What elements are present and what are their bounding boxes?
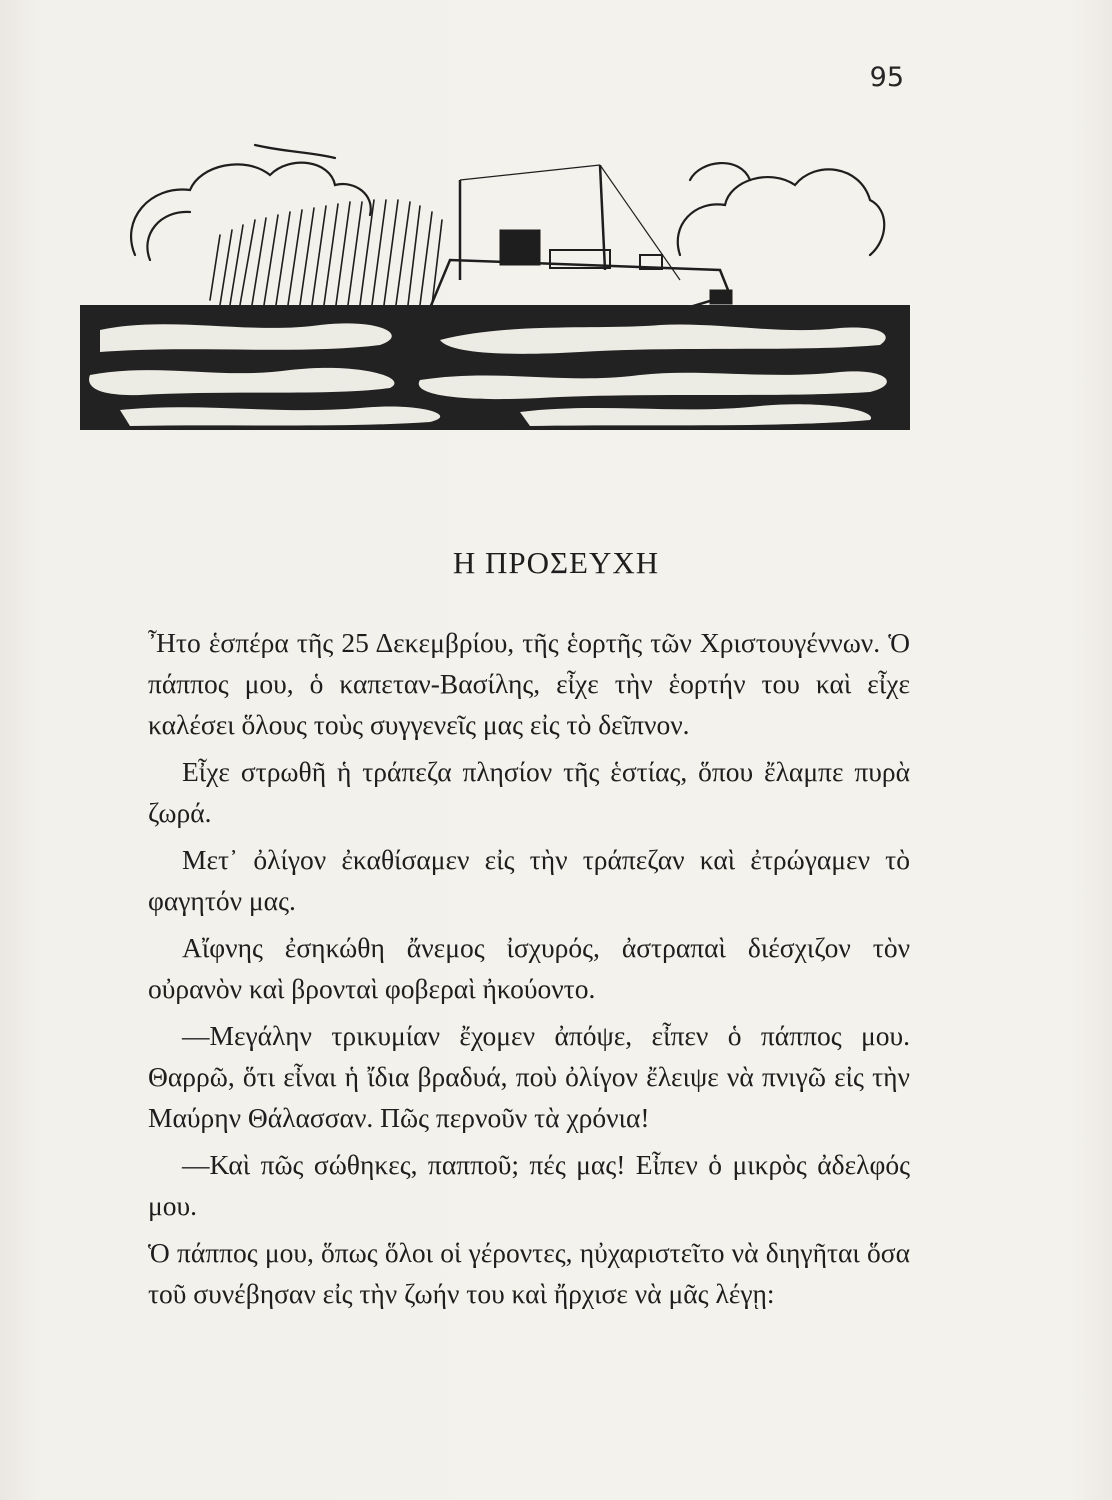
paragraph-1: Ἦτο ἑσπέρα τῆς 25 Δεκεμβρίου, τῆς ἑορτῆς τῶν Χριστουγέννων. Ὁ πάππος μου, ὁ καπεταν-Βασίλης, εἶχε τὴν ἑορτήν του καὶ εἶχε καλέσει ὅλους τοὺς συγγενεῖς μας εἰς τὸ δεῖπνον. <box>148 627 910 740</box>
chapter-title: Η ΠΡΟΣΕΥΧΗ <box>452 545 660 580</box>
cloud-top-line <box>255 145 335 158</box>
cloud-left-inner-stroke <box>147 212 190 260</box>
paragraph-3: Μετ᾿ ὀλίγον ἐκαθίσαμεν εἰς τὴν τράπεζαν καὶ ἐτρώγαμεν τὸ φαγητόν μας. <box>148 844 910 916</box>
paragraph-2: Εἶχε στρωθῆ ἡ τράπεζα πλησίον τῆς ἑστίας, ὅπου ἔλαμπε πυρὰ ζωρά. <box>148 756 910 828</box>
cloud-right-stroke <box>678 169 884 255</box>
page-number: 95 <box>869 62 904 93</box>
paragraph-7: Ὁ πάππος μου, ὅπως ὅλοι οἱ γέροντες, ηὐχαριστεῖτο νὰ διηγῆται ὅσα τοῦ συνέβησαν εἰς τὴν ζωήν του καὶ ἤρχισε νὰ μᾶς λέγῃ: <box>148 1237 910 1309</box>
paragraph-4: Αἴφνης ἐσηκώθη ἄνεμος ἰσχυρός, ἀστραπαὶ διέσχιζον τὸν οὐρανὸν καὶ βρονταὶ φοβεραὶ ἠκούοντο. <box>148 932 910 1004</box>
body-text <box>148 622 910 1320</box>
cloud-mid-stroke <box>690 163 750 180</box>
paragraph-6: —Καὶ πῶς σώθηκες, παπποῦ; πές μας! Εἶπεν ὁ μικρὸς ἀδελφός μου. <box>148 1149 910 1221</box>
ship-storm-illustration <box>80 140 910 440</box>
paragraph-5: —Μεγάλην τρικυμίαν ἔχομεν ἀπόψε, εἶπεν ὁ πάππος μου. Θαρρῶ, ὅτι εἶναι ἡ ἴδια βραδυά, ποὺ ὀλίγον ἔλειψε νὰ πνιγῶ εἰς τὴν Μαύρην Θάλασσαν. Πῶς περνοῦν τὰ χρόνια! <box>148 1020 910 1133</box>
